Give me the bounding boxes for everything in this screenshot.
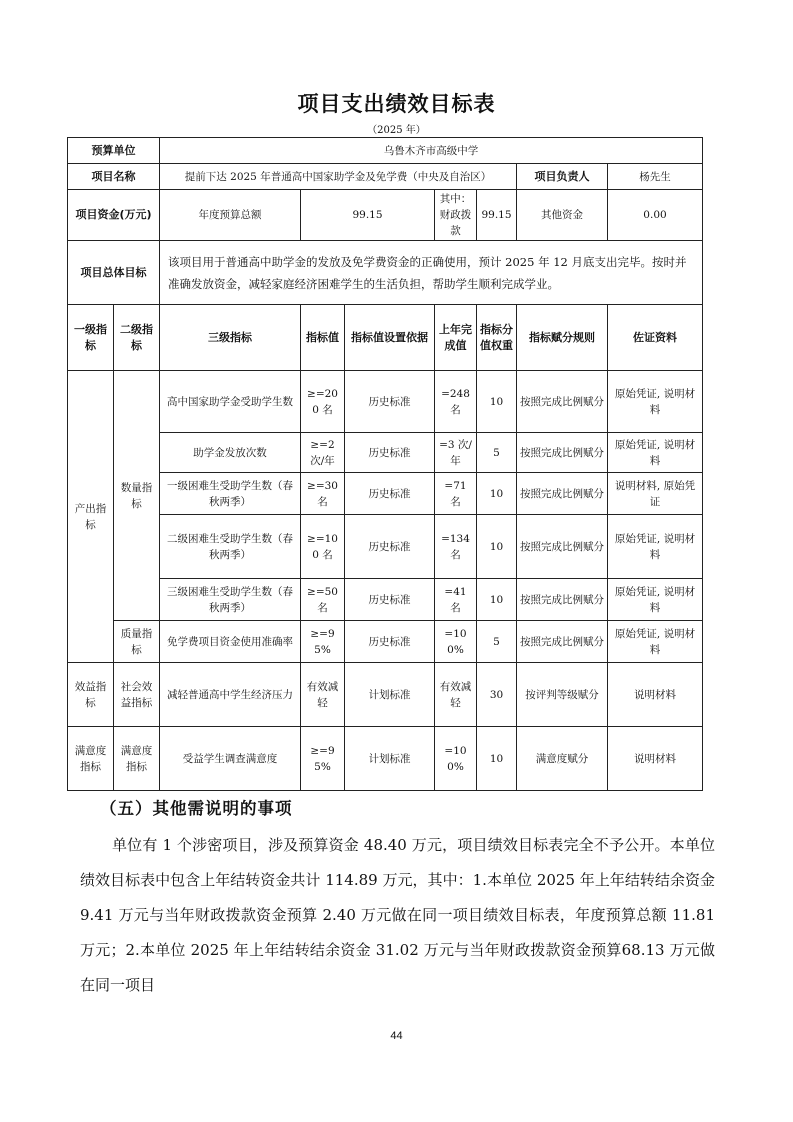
weight-cell: 10 [477,579,517,621]
project-name-label: 项目名称 [68,164,160,190]
rule-cell: 按照完成比例赋分 [517,433,608,473]
table-year: （2025 年） [367,125,426,136]
l2-satisfaction: 满意度指标 [114,727,160,791]
weight-cell: 30 [477,663,517,727]
header-weight: 指标分值权重 [477,305,517,371]
table-row [68,371,703,433]
weight-cell: 10 [477,371,517,433]
leader-label: 项目负责人 [517,164,608,190]
last-year-cell: =71 名 [435,473,477,515]
header-value: 指标值 [301,305,345,371]
weight-cell: 10 [477,515,517,579]
annual-budget-label: 年度预算总额 [160,190,301,241]
rule-cell: 满意度赋分 [517,727,608,791]
value-cell: ≥=30 名 [301,473,345,515]
value-cell: ≥=95% [301,727,345,791]
basis-cell: 历史标准 [345,621,435,663]
rule-cell: 按照完成比例赋分 [517,621,608,663]
last-year-cell: =248 名 [435,371,477,433]
evidence-cell: 说明材料 [608,663,703,727]
table-row [68,663,703,727]
evidence-cell: 原始凭证, 说明材料 [608,371,703,433]
l3-cell: 一级困难生受助学生数（春秋两季） [160,473,301,515]
page-number: 44 [390,1030,403,1042]
annual-budget-value: 99.15 [301,190,435,241]
l3-cell: 三级困难生受助学生数（春秋两季） [160,579,301,621]
rule-cell: 按照完成比例赋分 [517,515,608,579]
funds-label: 项目资金(万元) [68,190,160,241]
header-l3: 三级指标 [160,305,301,371]
l1-benefit: 效益指标 [68,663,114,727]
value-cell: ≥=50 名 [301,579,345,621]
fiscal-value: 99.15 [477,190,517,241]
rule-cell: 按照完成比例赋分 [517,371,608,433]
evidence-cell: 原始凭证, 说明材料 [608,515,703,579]
unit-value: 乌鲁木齐市高级中学 [160,138,703,164]
basis-cell: 历史标准 [345,371,435,433]
table-row [68,433,703,473]
evidence-cell: 说明材料 [608,727,703,791]
rule-cell: 按照完成比例赋分 [517,473,608,515]
l1-output: 产出指标 [68,371,114,663]
goal-text: 该项目用于普通高中助学金的发放及免学费资金的正确使用，预计 2025 年 12 月底支出完毕。按时并准确发放资金，减轻家庭经济困难学生的生活负担，帮助学生顺利完成学业。 [160,241,703,305]
value-cell: ≥=2 次/年 [301,433,345,473]
header-evidence: 佐证资料 [608,305,703,371]
header-last-year: 上年完成值 [435,305,477,371]
value-cell: ≥=95% [301,621,345,663]
last-year-cell: =100% [435,621,477,663]
evidence-cell: 原始凭证, 说明材料 [608,579,703,621]
other-funds-value: 0.00 [608,190,703,241]
basis-cell: 计划标准 [345,727,435,791]
header-rule: 指标赋分规则 [517,305,608,371]
l3-cell: 高中国家助学金受助学生数 [160,371,301,433]
header-l2: 二级指标 [114,305,160,371]
body-paragraph: 单位有 1 个涉密项目，涉及预算资金 48.40 万元，项目绩效目标表完全不予公开。本单位绩效目标表中包含上年结转资金共计 114.89 万元，其中：1.本单位 2025 年上年结转结余资金 9.41 万元与当年财政拨款资金预算 2.40 万元做在同一项目绩效目标表，年度预算总额 11.81 万元；2.本单位 2025 年上年结转结余资金 31.02 万元与当年财政拨款资金预算68.13 万元做在同一项目 [80,836,715,994]
last-year-cell: =3 次/年 [435,433,477,473]
basis-cell: 历史标准 [345,473,435,515]
l3-cell: 受益学生调查满意度 [160,727,301,791]
last-year-cell: =100% [435,727,477,791]
weight-cell: 10 [477,727,517,791]
last-year-cell: =41 名 [435,579,477,621]
last-year-cell: =134 名 [435,515,477,579]
fiscal-label: 其中：财政拨款 [435,190,477,241]
table-row [68,515,703,579]
table-row [68,621,703,663]
basis-cell: 历史标准 [345,579,435,621]
last-year-cell: 有效减轻 [435,663,477,727]
l2-social-benefit: 社会效益指标 [114,663,160,727]
performance-target-table [67,137,703,791]
l3-cell: 助学金发放次数 [160,433,301,473]
evidence-cell: 说明材料, 原始凭证 [608,473,703,515]
table-row [68,727,703,791]
weight-cell: 5 [477,621,517,663]
evidence-cell: 原始凭证, 说明材料 [608,621,703,663]
value-cell: ≥=100 名 [301,515,345,579]
table-row [68,579,703,621]
value-cell: 有效减轻 [301,663,345,727]
section-heading: （五）其他需说明的事项 [100,799,293,818]
evidence-cell: 原始凭证, 说明材料 [608,433,703,473]
l1-satisfaction: 满意度指标 [68,727,114,791]
l3-cell: 二级困难生受助学生数（春秋两季） [160,515,301,579]
project-name-value: 提前下达 2025 年普通高中国家助学金及免学费（中央及自治区） [160,164,517,190]
other-funds-label: 其他资金 [517,190,608,241]
basis-cell: 历史标准 [345,515,435,579]
weight-cell: 5 [477,433,517,473]
l3-cell: 免学费项目资金使用准确率 [160,621,301,663]
weight-cell: 10 [477,473,517,515]
rule-cell: 按照完成比例赋分 [517,579,608,621]
header-l1: 一级指标 [68,305,114,371]
table-row [68,473,703,515]
l2-quantity: 数量指标 [114,371,160,621]
l2-quality: 质量指标 [114,621,160,663]
goal-label: 项目总体目标 [68,241,160,305]
l3-cell: 减轻普通高中学生经济压力 [160,663,301,727]
unit-label: 预算单位 [68,138,160,164]
leader-value: 杨先生 [608,164,703,190]
basis-cell: 历史标准 [345,433,435,473]
header-basis: 指标值设置依据 [345,305,435,371]
table-title: 项目支出绩效目标表 [297,92,496,116]
rule-cell: 按评判等级赋分 [517,663,608,727]
value-cell: ≥=200 名 [301,371,345,433]
basis-cell: 计划标准 [345,663,435,727]
